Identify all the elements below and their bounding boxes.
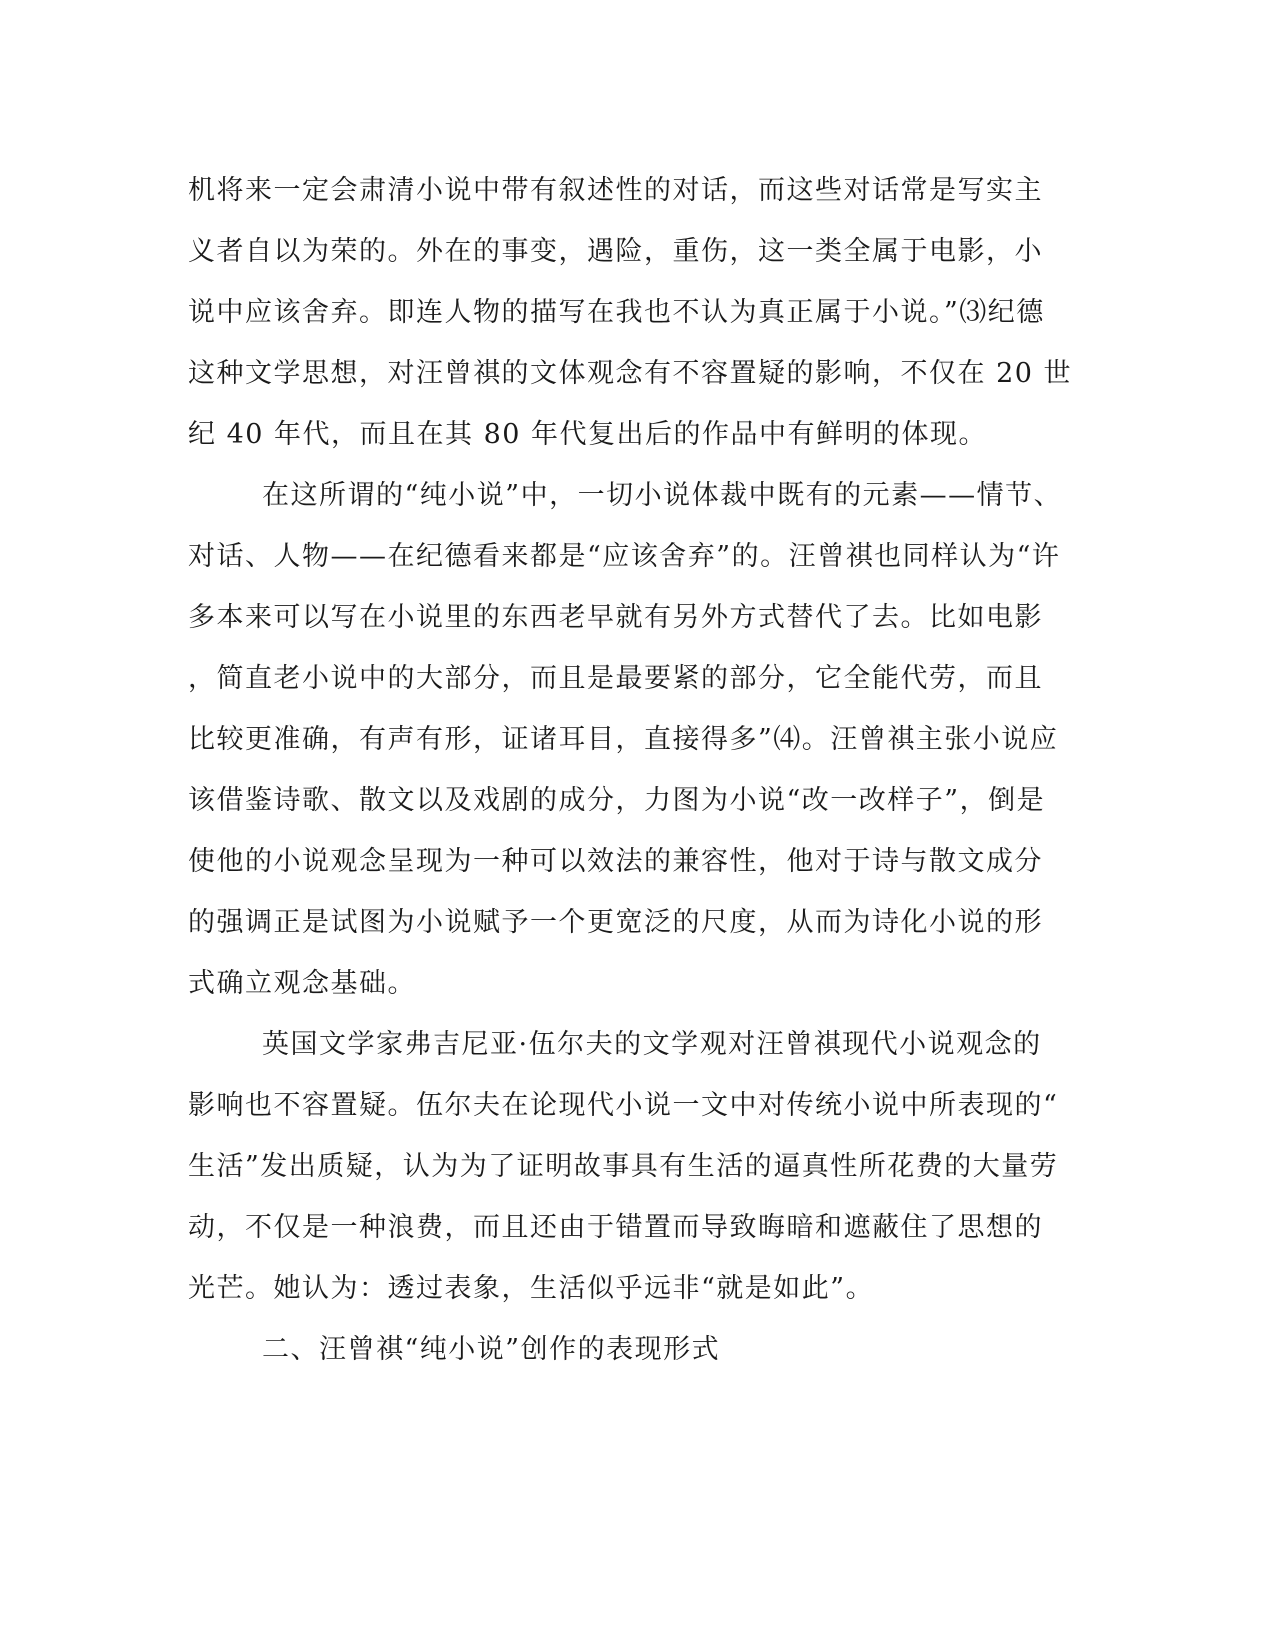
text-line: 多本来可以写在小说里的东西老早就有另外方式替代了去。比如电影 <box>188 602 1043 633</box>
text-line: 纪 40 年代，而且在其 80 年代复出后的作品中有鲜明的体现。 <box>188 419 988 450</box>
text-line: 动，不仅是一种浪费，而且还由于错置而导致晦暗和遮蔽住了思想的 <box>188 1212 1043 1243</box>
paragraph-woolf-influence <box>188 1014 1078 1319</box>
paragraph-pure-novel <box>188 465 1078 1014</box>
text-line: 这种文学思想，对汪曾祺的文体观念有不容置疑的影响，不仅在 20 世 <box>188 358 1073 389</box>
text-line: 比较更准确，有声有形，证诸耳目，直接得多”⑷。汪曾祺主张小说应 <box>188 724 1059 755</box>
text-line: 说中应该舍弃。即连人物的描写在我也不认为真正属于小说。”⑶纪德 <box>188 297 1045 328</box>
paragraph-gide-influence <box>188 160 1078 465</box>
text-line: 机将来一定会肃清小说中带有叙述性的对话，而这些对话常是写实主 <box>188 175 1043 206</box>
text-line: 该借鉴诗歌、散文以及戏剧的成分，力图为小说“改一改样子”，倒是 <box>188 785 1046 816</box>
body-text <box>188 160 1078 1380</box>
text-line: 的强调正是试图为小说赋予一个更宽泛的尺度，从而为诗化小说的形 <box>188 907 1043 938</box>
text-line: ，简直老小说中的大部分，而且是最要紧的部分，它全能代劳，而且 <box>188 663 1043 694</box>
section-heading <box>188 1319 1078 1380</box>
text-line: 生活”发出质疑，认为为了证明故事具有生活的逼真性所花费的大量劳 <box>188 1151 1059 1182</box>
text-line: 对话、人物——在纪德看来都是“应该舍弃”的。汪曾祺也同样认为“许 <box>188 541 1061 572</box>
text-line-first: 英国文学家弗吉尼亚·伍尔夫的文学观对汪曾祺现代小说观念的 <box>262 1029 1042 1060</box>
text-line: 光芒。她认为：透过表象，生活似乎远非“就是如此”。 <box>188 1273 875 1304</box>
text-line: 使他的小说观念呈现为一种可以效法的兼容性，他对于诗与散文成分 <box>188 846 1043 877</box>
section-heading-text: 二、汪曾祺“纯小说”创作的表现形式 <box>262 1334 721 1365</box>
text-line-first: 在这所谓的“纯小说”中，一切小说体裁中既有的元素——情节、 <box>262 480 1063 511</box>
text-line: 影响也不容置疑。伍尔夫在论现代小说一文中对传统小说中所表现的“ <box>188 1090 1059 1121</box>
text-line: 式确立观念基础。 <box>188 968 416 999</box>
text-line: 义者自以为荣的。外在的事变，遇险，重伤，这一类全属于电影，小 <box>188 236 1043 267</box>
